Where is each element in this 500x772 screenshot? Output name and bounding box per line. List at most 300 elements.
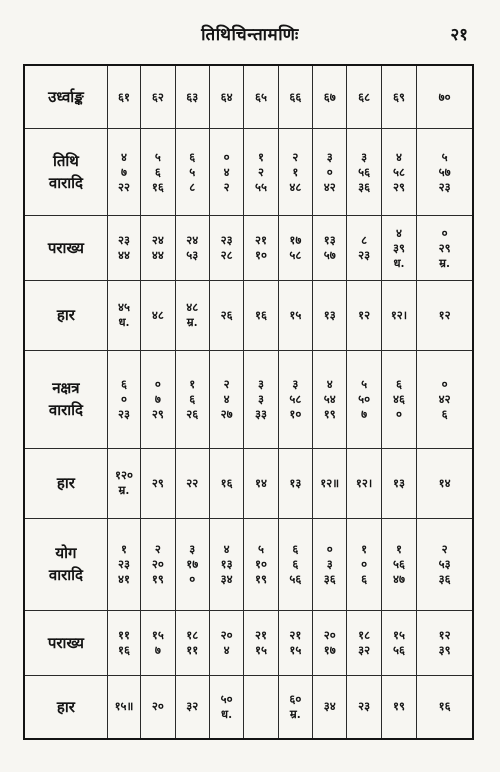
- cell-value: ०: [326, 541, 333, 556]
- cell-value: १५: [289, 307, 302, 322]
- cell-value: १५: [393, 627, 405, 642]
- cell-value: २३: [118, 406, 130, 421]
- table-cell: [244, 216, 278, 281]
- table-cell: [313, 675, 347, 739]
- table-cell: [244, 129, 278, 216]
- table-cell: [175, 448, 209, 518]
- cell-value: ३४: [220, 571, 233, 586]
- cell-value: ५८: [289, 248, 302, 263]
- cell-value: १६: [118, 642, 130, 657]
- cell-value: १३: [289, 475, 302, 490]
- cell-value: ६: [154, 164, 161, 179]
- row-label-line: तिथि: [52, 152, 79, 171]
- table-cell: [244, 350, 278, 448]
- cell-value: २: [223, 376, 230, 391]
- table-cell: [417, 675, 473, 739]
- table-row: [24, 611, 473, 676]
- row-label: [24, 611, 107, 676]
- cell-value: ३४: [323, 699, 336, 714]
- cell-value: ०: [154, 376, 161, 391]
- cell-value: ४८: [151, 307, 164, 322]
- cell-value: २३: [358, 248, 371, 263]
- cell-value: १८: [186, 627, 199, 642]
- cell-value: ११: [118, 627, 130, 642]
- cell-value: १२: [358, 307, 371, 322]
- cell-value: ४: [395, 149, 402, 164]
- cell-value: ३२: [186, 699, 199, 714]
- cell-value: २३: [438, 179, 451, 194]
- cell-value: ४७: [393, 571, 405, 586]
- cell-value: १७: [186, 556, 199, 571]
- cell-value: ५६: [358, 164, 371, 179]
- table-cell: [141, 350, 175, 448]
- row-label-line: योग: [55, 544, 77, 563]
- table-cell: [278, 611, 312, 676]
- row-label: [24, 448, 107, 518]
- cell-value: २२: [186, 475, 199, 490]
- table-cell: [107, 350, 140, 448]
- table-cell: [107, 129, 140, 216]
- row-label-line: वारादि: [48, 566, 83, 585]
- table-cell: [209, 129, 243, 216]
- table-cell: [313, 518, 347, 610]
- cell-value: ४४: [151, 248, 164, 263]
- cell-value: २२: [118, 179, 130, 194]
- table-cell: [381, 448, 416, 518]
- cell-value: २३: [358, 699, 371, 714]
- cell-value: १५: [289, 642, 302, 657]
- table-cell: [244, 518, 278, 610]
- cell-value: १३: [323, 233, 336, 248]
- table-cell: [209, 611, 243, 676]
- table-cell: [175, 129, 209, 216]
- cell-value: ६८: [358, 89, 371, 104]
- cell-value: ७: [154, 391, 161, 406]
- row-label-line: वारादि: [48, 174, 83, 193]
- table-cell: [347, 350, 381, 448]
- almanac-table: [23, 64, 474, 740]
- cell-value: १: [292, 164, 299, 179]
- cell-value: ५७: [438, 164, 451, 179]
- cell-value: ३६: [438, 571, 451, 586]
- row-label-line: पराख्य: [47, 633, 84, 652]
- row-label: [24, 518, 107, 610]
- table-cell: [381, 129, 416, 216]
- table-row: [24, 129, 473, 216]
- table-cell: [244, 65, 278, 129]
- cell-value: १६: [254, 307, 267, 322]
- table-cell: [417, 129, 473, 216]
- table-cell: [278, 518, 312, 610]
- table-cell: [347, 448, 381, 518]
- cell-value: ५४: [323, 391, 336, 406]
- cell-value: ५३: [186, 248, 199, 263]
- cell-value: ७: [121, 164, 127, 179]
- cell-value: २: [292, 149, 299, 164]
- table-cell: [141, 611, 175, 676]
- cell-value: ध.: [221, 706, 233, 721]
- cell-value: ४४: [118, 248, 130, 263]
- cell-value: ४: [223, 642, 230, 657]
- table-cell: [417, 518, 473, 610]
- table-cell: [209, 65, 243, 129]
- row-label: [24, 280, 107, 350]
- cell-value: २४: [151, 233, 164, 248]
- cell-value: २९: [151, 406, 164, 421]
- cell-value: २३: [118, 556, 130, 571]
- page-title: तिथिचिन्तामणिः: [201, 25, 299, 45]
- cell-value: ५: [361, 376, 368, 391]
- table-cell: [381, 350, 416, 448]
- table-cell: [381, 65, 416, 129]
- cell-value: ३: [326, 149, 333, 164]
- cell-value: ३: [189, 541, 196, 556]
- cell-value: १०: [254, 248, 267, 263]
- table-cell: [209, 280, 243, 350]
- cell-value: २९: [393, 179, 405, 194]
- cell-value: ४: [223, 541, 230, 556]
- table-cell: [381, 216, 416, 281]
- cell-value: २१: [289, 627, 302, 642]
- cell-value: ४: [326, 376, 333, 391]
- table-cell: [244, 611, 278, 676]
- table-cell: [175, 216, 209, 281]
- cell-value: २६: [220, 307, 233, 322]
- cell-value: ५६: [289, 571, 302, 586]
- cell-value: ६: [361, 571, 368, 586]
- cell-value: ध.: [118, 315, 130, 330]
- cell-value: ६५: [254, 89, 267, 104]
- table-cell: [107, 448, 140, 518]
- cell-value: ४८: [186, 300, 199, 315]
- cell-value: ३९: [438, 642, 451, 657]
- cell-value: ५: [441, 149, 448, 164]
- table-row: [24, 448, 473, 518]
- cell-value: १७: [323, 642, 336, 657]
- cell-value: ६: [292, 541, 299, 556]
- cell-value: ४: [121, 149, 127, 164]
- cell-value: ०: [326, 164, 333, 179]
- cell-value: ५: [189, 164, 196, 179]
- table-cell: [313, 350, 347, 448]
- row-label: [24, 216, 107, 281]
- cell-value: ३: [326, 556, 333, 571]
- cell-value: ५: [257, 541, 264, 556]
- cell-value: ४: [223, 164, 230, 179]
- cell-value: ६४: [220, 89, 233, 104]
- cell-value: म्र.: [118, 483, 130, 498]
- table-cell: [175, 280, 209, 350]
- cell-value: ५७: [323, 248, 336, 263]
- cell-value: ५३: [438, 556, 451, 571]
- cell-value: ०: [121, 391, 127, 406]
- cell-value: ५६: [393, 556, 405, 571]
- table-cell: [347, 518, 381, 610]
- table-cell: [141, 448, 175, 518]
- table-cell: [278, 65, 312, 129]
- cell-value: ०: [189, 571, 196, 586]
- table-cell: [417, 216, 473, 281]
- cell-value: ५०: [358, 391, 371, 406]
- cell-value: २३: [118, 233, 130, 248]
- table-cell: [278, 280, 312, 350]
- page-number: २१: [450, 25, 468, 45]
- table-cell: [107, 216, 140, 281]
- cell-value: १: [361, 541, 368, 556]
- cell-value: ४६: [393, 391, 405, 406]
- table-cell: [175, 611, 209, 676]
- table-cell: [417, 280, 473, 350]
- cell-value: ७०: [438, 89, 451, 104]
- table-cell: [278, 216, 312, 281]
- cell-value: ०: [441, 376, 448, 391]
- cell-value: २९: [151, 475, 164, 490]
- cell-value: ६: [189, 391, 196, 406]
- cell-value: ५८: [289, 391, 302, 406]
- table-cell: [347, 611, 381, 676]
- cell-value: १७: [289, 233, 302, 248]
- cell-value: ६९: [393, 89, 405, 104]
- page-header: [20, 20, 480, 50]
- table-cell: [175, 518, 209, 610]
- row-label: [24, 350, 107, 448]
- table-cell: [244, 280, 278, 350]
- row-label: [24, 129, 107, 216]
- cell-value: २३: [220, 233, 233, 248]
- cell-value: ६१: [118, 89, 130, 104]
- cell-value: १६: [151, 179, 164, 194]
- cell-value: ४८: [289, 179, 302, 194]
- cell-value: २७: [220, 406, 233, 421]
- table-cell: [278, 129, 312, 216]
- table-cell: [417, 65, 473, 129]
- cell-value: ६२: [151, 89, 164, 104]
- row-label-line: पराख्य: [47, 239, 84, 258]
- cell-value: ३: [257, 391, 264, 406]
- cell-value: ५०: [220, 691, 233, 706]
- cell-value: ४२: [438, 391, 451, 406]
- cell-value: ३६: [358, 179, 371, 194]
- cell-value: म्र.: [439, 255, 451, 270]
- table-cell: [209, 350, 243, 448]
- table-cell: [381, 611, 416, 676]
- cell-value: ५८: [393, 164, 405, 179]
- table-cell: [347, 129, 381, 216]
- cell-value: १९: [254, 571, 267, 586]
- cell-value: ६: [441, 406, 448, 421]
- cell-value: ६: [395, 376, 402, 391]
- cell-value: १२०: [115, 468, 133, 483]
- table-cell: [313, 280, 347, 350]
- table-cell: [107, 280, 140, 350]
- cell-value: ६०: [289, 691, 302, 706]
- table-cell: [107, 65, 140, 129]
- cell-value: ७: [361, 406, 368, 421]
- table-cell: [141, 518, 175, 610]
- cell-value: ८: [189, 179, 196, 194]
- cell-value: १: [257, 149, 264, 164]
- cell-value: १२: [438, 307, 451, 322]
- cell-value: ४५: [118, 300, 130, 315]
- cell-value: २४: [186, 233, 199, 248]
- cell-value: ३३: [254, 406, 267, 421]
- table-cell: [313, 65, 347, 129]
- cell-value: ८: [361, 233, 368, 248]
- cell-value: २१: [254, 627, 267, 642]
- cell-value: २०: [151, 699, 164, 714]
- cell-value: १२।: [355, 475, 373, 490]
- cell-value: १६: [220, 475, 233, 490]
- cell-value: १: [121, 541, 127, 556]
- table-cell: [313, 611, 347, 676]
- cell-value: २०: [151, 556, 164, 571]
- table-cell: [175, 675, 209, 739]
- table-cell: [141, 65, 175, 129]
- row-label-line: हार: [56, 697, 75, 716]
- table-cell: [175, 350, 209, 448]
- row-label-line: वारादि: [48, 401, 83, 420]
- cell-value: १६: [438, 699, 451, 714]
- table-cell: [313, 216, 347, 281]
- table-cell: [278, 675, 312, 739]
- cell-value: १०: [254, 556, 267, 571]
- table-cell: [417, 350, 473, 448]
- table-cell: [107, 675, 140, 739]
- table-cell: [141, 675, 175, 739]
- cell-value: ०: [361, 556, 368, 571]
- cell-value: ३२: [358, 642, 371, 657]
- cell-value: २६: [186, 406, 199, 421]
- cell-value: २९: [438, 240, 451, 255]
- cell-value: १२॥: [320, 475, 340, 490]
- table-cell: [209, 675, 243, 739]
- table-row: [24, 280, 473, 350]
- cell-value: म्र.: [186, 315, 198, 330]
- cell-value: ५: [154, 149, 161, 164]
- cell-value: ५५: [254, 179, 267, 194]
- cell-value: १२।: [390, 307, 408, 322]
- cell-value: ३९: [393, 240, 405, 255]
- cell-value: ४२: [323, 179, 336, 194]
- cell-value: ४: [395, 225, 402, 240]
- cell-value: ५६: [393, 642, 405, 657]
- cell-value: ४: [223, 391, 230, 406]
- cell-value: ६: [189, 149, 196, 164]
- table-cell: [313, 129, 347, 216]
- cell-value: ३६: [323, 571, 336, 586]
- table-cell: [209, 448, 243, 518]
- cell-value: १: [189, 376, 196, 391]
- table-row: [24, 216, 473, 281]
- cell-value: २: [154, 541, 161, 556]
- table-row: [24, 675, 473, 739]
- table-cell: [141, 216, 175, 281]
- cell-value: १३: [220, 556, 233, 571]
- table-cell: [107, 611, 140, 676]
- row-label-line: हार: [56, 306, 75, 325]
- table-row: [24, 518, 473, 610]
- cell-value: १८: [358, 627, 371, 642]
- cell-value: १०: [289, 406, 302, 421]
- table-cell: [347, 280, 381, 350]
- cell-value: ६: [121, 376, 127, 391]
- table-cell: [417, 611, 473, 676]
- cell-value: २: [441, 541, 448, 556]
- table-cell: [244, 675, 278, 739]
- row-label-line: हार: [56, 474, 75, 493]
- table-cell: [107, 518, 140, 610]
- cell-value: ०: [441, 225, 448, 240]
- cell-value: ०: [395, 406, 402, 421]
- cell-value: २: [223, 179, 230, 194]
- cell-value: ३: [257, 376, 264, 391]
- table-cell: [313, 448, 347, 518]
- table-cell: [278, 350, 312, 448]
- cell-value: ३: [361, 149, 368, 164]
- cell-value: १५: [151, 627, 164, 642]
- cell-value: ११: [186, 642, 199, 657]
- table-cell: [244, 448, 278, 518]
- cell-value: २१: [254, 233, 267, 248]
- row-label-line: नक्षत्र: [52, 379, 80, 398]
- table-cell: [347, 675, 381, 739]
- cell-value: २८: [220, 248, 233, 263]
- cell-value: २: [257, 164, 264, 179]
- table-body: [24, 65, 473, 739]
- cell-value: १९: [323, 406, 336, 421]
- cell-value: ३: [292, 376, 299, 391]
- cell-value: ०: [223, 149, 230, 164]
- cell-value: ४१: [118, 571, 130, 586]
- cell-value: २०: [323, 627, 336, 642]
- cell-value: १४: [254, 475, 267, 490]
- cell-value: १४: [438, 475, 451, 490]
- cell-value: १५॥: [114, 699, 134, 714]
- cell-value: १९: [151, 571, 164, 586]
- cell-value: ६३: [186, 89, 199, 104]
- cell-value: ७: [154, 642, 161, 657]
- table-row: [24, 65, 473, 129]
- cell-value: १३: [323, 307, 336, 322]
- cell-value: ६: [292, 556, 299, 571]
- table-cell: [347, 65, 381, 129]
- table-cell: [381, 675, 416, 739]
- cell-value: म्र.: [289, 706, 301, 721]
- row-label-line: उर्ध्वाङ्क: [48, 88, 84, 107]
- row-label: [24, 675, 107, 739]
- table-cell: [417, 448, 473, 518]
- table-cell: [381, 518, 416, 610]
- table-row: [24, 350, 473, 448]
- row-label: [24, 65, 107, 129]
- cell-value: १: [395, 541, 402, 556]
- cell-value: ६७: [323, 89, 336, 104]
- cell-value: १३: [393, 475, 405, 490]
- cell-value: १५: [254, 642, 267, 657]
- cell-value: १२: [438, 627, 451, 642]
- table-cell: [381, 280, 416, 350]
- table-cell: [209, 216, 243, 281]
- table-cell: [347, 216, 381, 281]
- table-cell: [209, 518, 243, 610]
- cell-value: ६६: [289, 89, 302, 104]
- table-cell: [278, 448, 312, 518]
- table-cell: [175, 65, 209, 129]
- table-cell: [141, 129, 175, 216]
- table-cell: [141, 280, 175, 350]
- cell-value: ध.: [393, 255, 405, 270]
- cell-value: २०: [220, 627, 233, 642]
